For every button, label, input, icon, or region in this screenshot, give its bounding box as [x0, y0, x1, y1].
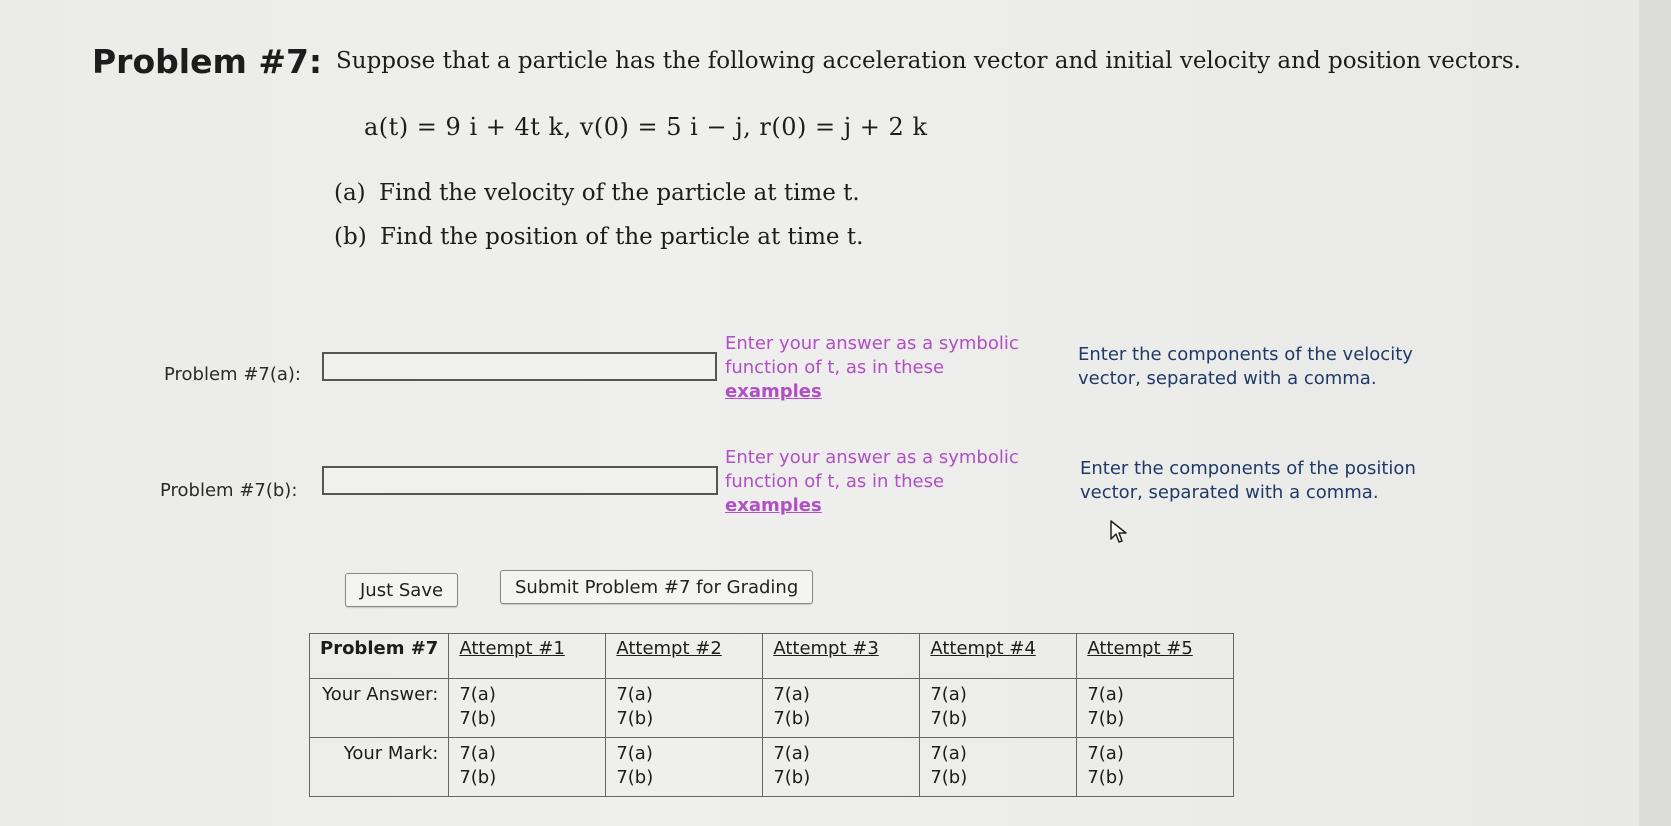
- attempt-1-header[interactable]: Attempt #1: [449, 634, 606, 679]
- answer-a-hint: [725, 332, 1055, 404]
- answer-b-hint-text: Enter your answer as a symbolic function of t, as in these: [725, 447, 1019, 492]
- attempts-header-row: [310, 634, 1234, 679]
- mark-cell: 7(a) 7(b): [606, 738, 763, 797]
- your-answer-label: Your Answer:: [310, 679, 449, 738]
- mark-cell: 7(a) 7(b): [763, 738, 920, 797]
- answer-a-hint-text: Enter your answer as a symbolic function of t, as in these: [725, 333, 1019, 378]
- answer-cell: 7(a) 7(b): [606, 679, 763, 738]
- answer-cell: 7(a) 7(b): [920, 679, 1077, 738]
- answer-b-examples-link[interactable]: examples: [725, 495, 822, 516]
- mouse-pointer-icon: [1109, 519, 1129, 545]
- part-b-text: Find the position of the particle at time t.: [379, 224, 864, 250]
- answer-b-label: Problem #7(b):: [160, 480, 298, 501]
- attempt-3-header[interactable]: Attempt #3: [763, 634, 920, 679]
- problem-equation: a(t) = 9 i + 4t k, v(0) = 5 i − j, r(0) = j + 2 k: [364, 113, 928, 141]
- attempts-table: [309, 633, 1234, 797]
- answer-a-label: Problem #7(a):: [164, 364, 301, 385]
- problem-statement: Suppose that a particle has the following acceleration vector and initial velocity and position vectors.: [336, 48, 1521, 74]
- attempt-4-header[interactable]: Attempt #4: [920, 634, 1077, 679]
- answer-b-input[interactable]: [322, 466, 718, 495]
- answer-cell: 7(a) 7(b): [449, 679, 606, 738]
- part-a-text: Find the velocity of the particle at time t.: [378, 180, 860, 206]
- part-b-question: [334, 224, 863, 250]
- answer-b-note: Enter the components of the position vector, separated with a comma.: [1080, 458, 1416, 503]
- your-answer-row: [310, 679, 1234, 738]
- answer-a-note: Enter the components of the velocity vector, separated with a comma.: [1078, 344, 1413, 389]
- part-a-label: (a): [334, 180, 366, 206]
- answer-a-input[interactable]: [322, 352, 717, 381]
- answer-b-hint: [725, 446, 1055, 518]
- part-a-question: [334, 180, 860, 206]
- mark-cell: 7(a) 7(b): [920, 738, 1077, 797]
- answer-a-examples-link[interactable]: examples: [725, 381, 822, 402]
- part-b-label: (b): [334, 224, 367, 250]
- your-mark-row: [310, 738, 1234, 797]
- page-edge: [1639, 0, 1671, 826]
- attempt-5-header[interactable]: Attempt #5: [1077, 634, 1234, 679]
- just-save-button[interactable]: Just Save: [345, 573, 458, 607]
- table-header-problem: Problem #7: [310, 634, 449, 679]
- problem-title: Problem #7:: [92, 42, 323, 81]
- attempt-2-header[interactable]: Attempt #2: [606, 634, 763, 679]
- answer-cell: 7(a) 7(b): [763, 679, 920, 738]
- your-mark-label: Your Mark:: [310, 738, 449, 797]
- mark-cell: 7(a) 7(b): [1077, 738, 1234, 797]
- mark-cell: 7(a) 7(b): [449, 738, 606, 797]
- submit-grading-button[interactable]: Submit Problem #7 for Grading: [500, 570, 813, 604]
- answer-cell: 7(a) 7(b): [1077, 679, 1234, 738]
